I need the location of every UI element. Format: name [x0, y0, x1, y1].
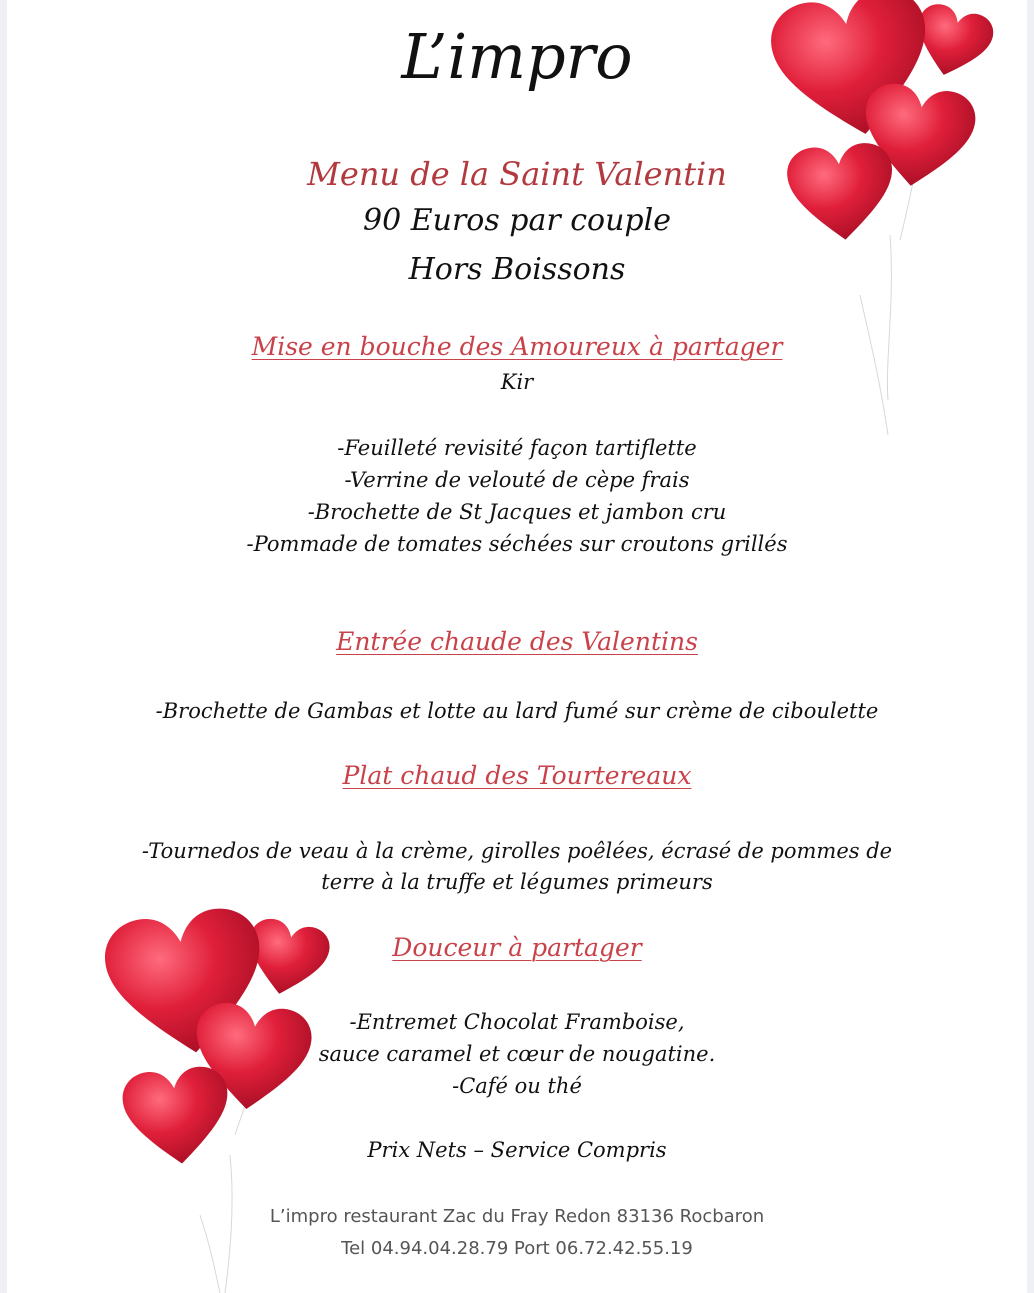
- section-heading-entree: Entrée chaude des Valentins: [336, 627, 698, 656]
- menu-item: -Entremet Chocolat Framboise,: [349, 1010, 685, 1034]
- menu-item: -Brochette de St Jacques et jambon cru: [307, 500, 727, 524]
- menu-item: -Feuilleté revisité façon tartiflette: [337, 436, 697, 460]
- menu-item: -Pommade de tomates séchées sur croutons grillés: [246, 532, 788, 556]
- menu-item: -Café ou thé: [452, 1074, 582, 1098]
- footer-address: L’impro restaurant Zac du Fray Redon 83136 Rocbaron: [269, 1206, 765, 1227]
- restaurant-title: L’impro: [401, 20, 633, 93]
- menu-item: -Verrine de velouté de cèpe frais: [344, 468, 690, 492]
- menu-item: -Brochette de Gambas et lotte au lard fumé sur crème de ciboulette: [155, 699, 879, 723]
- menu-item: sauce caramel et cœur de nougatine.: [318, 1042, 716, 1066]
- footer-phone: Tel 04.94.04.28.79 Port 06.72.42.55.19: [341, 1238, 693, 1259]
- price-note: Prix Nets – Service Compris: [367, 1138, 667, 1162]
- menu-price: 90 Euros par couple: [363, 203, 671, 238]
- section-heading-plat: Plat chaud des Tourtereaux: [342, 761, 692, 790]
- section-heading-douceur: Douceur à partager: [392, 933, 642, 962]
- menu-item: -Tournedos de veau à la crème, girolles poêlées, écrasé de pommes de: [141, 839, 893, 863]
- menu-item: Kir: [500, 370, 534, 394]
- menu-subtitle: Menu de la Saint Valentin: [307, 155, 727, 193]
- drinks-note: Hors Boissons: [408, 252, 626, 287]
- menu-item: terre à la truffe et légumes primeurs: [321, 870, 713, 894]
- section-heading-mise-en-bouche: Mise en bouche des Amoureux à partager: [251, 332, 783, 361]
